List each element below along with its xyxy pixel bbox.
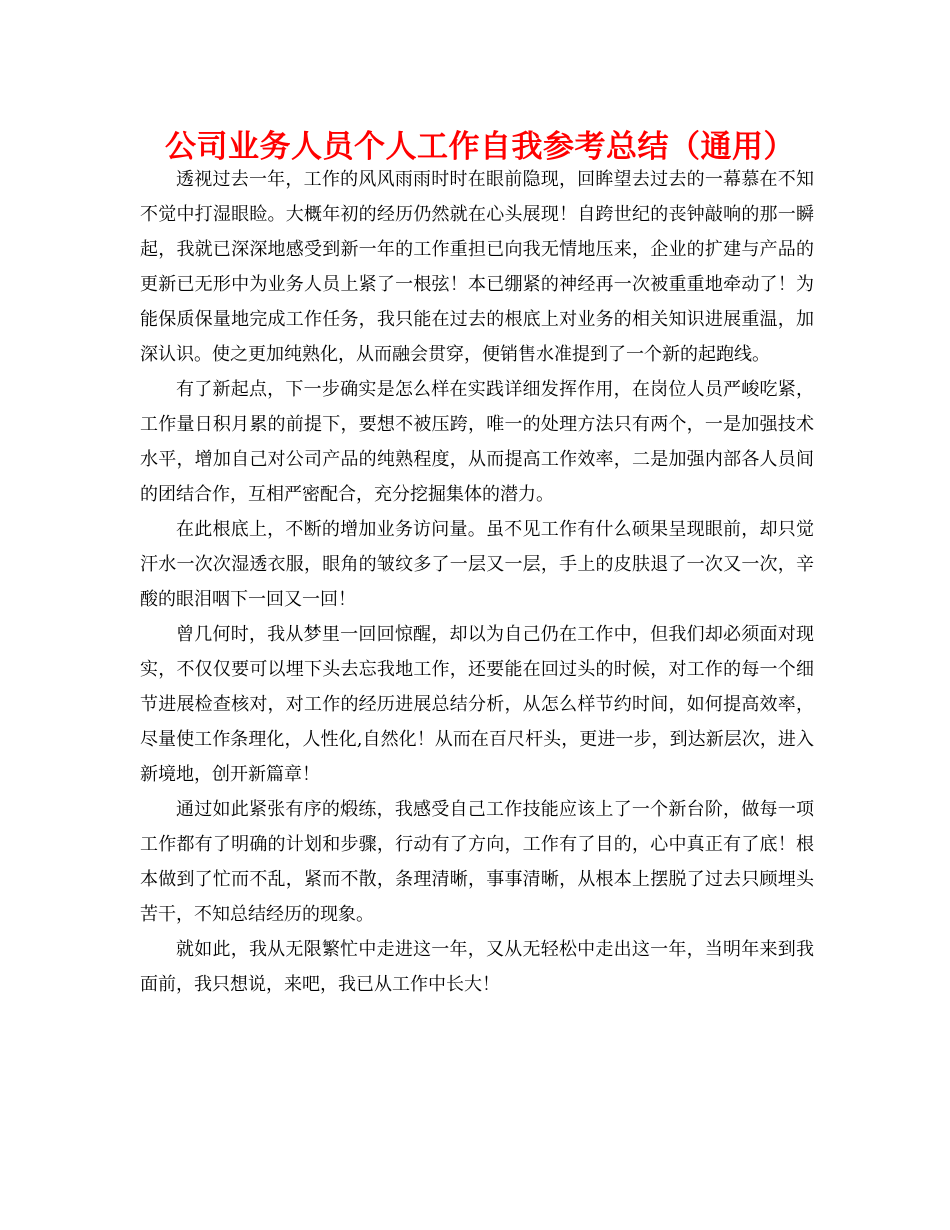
paragraph-2: 有了新起点，下一步确实是怎么样在实践详细发挥作用，在岗位人员严峻吃紧，工作量日积月累的前提下，要想不被压跨，唯一的处理方法只有两个，一是加强技术水平，增加自己对公司产品的纯熟程度，从而提高工作效率，二是加强内部各人员间的团结合作，互相严密配合，充分挖掘集体的潜力。	[140, 379, 814, 505]
paragraph-6: 就如此，我从无限繁忙中走进这一年，又从无轻松中走出这一年，当明年来到我面前，我只想说，来吧，我已从工作中长大！	[140, 939, 814, 995]
paragraph-4: 曾几何时，我从梦里一回回惊醒，却以为自己仍在工作中，但我们却必须面对现实，不仅仅要可以埋下头去忘我地工作，还要能在回过头的时候，对工作的每一个细节进展检查核对，对工作的经历进展总结分析，从怎么样节约时间，如何提高效率，尽量使工作条理化，人性化,自然化！从而在百尺杆头，更进一步，到达新层次，进入新境地，创开新篇章！	[140, 624, 814, 785]
document-body	[140, 162, 814, 1002]
document-title: 公司业务人员个人工作自我参考总结（通用）	[165, 129, 795, 165]
paragraph-3: 在此根底上，不断的增加业务访问量。虽不见工作有什么硕果呈现眼前，却只觉汗水一次次湿透衣服，眼角的皱纹多了一层又一层，手上的皮肤退了一次又一次，辛酸的眼泪咽下一回又一回！	[140, 519, 814, 610]
paragraph-1: 透视过去一年，工作的风风雨雨时时在眼前隐现，回眸望去过去的一幕慕在不知不觉中打湿眼睑。大概年初的经历仍然就在心头展现！自跨世纪的丧钟敲响的那一瞬起，我就已深深地感受到新一年的工作重担已向我无情地压来，企业的扩建与产品的更新已无形中为业务人员上紧了一根弦！本已绷紧的神经再一次被重重地牵动了！为能保质保量地完成工作任务，我只能在过去的根底上对业务的相关知识进展重温，加深认识。使之更加纯熟化，从而融会贯穿，便销售水准提到了一个新的起跑线。	[140, 169, 814, 365]
paragraph-5: 通过如此紧张有序的煅练，我感受自己工作技能应该上了一个新台阶，做每一项工作都有了明确的计划和步骤，行动有了方向，工作有了目的，心中真正有了底！根本做到了忙而不乱，紧而不散，条理清晰，事事清晰，从根本上摆脱了过去只顾埋头苦干，不知总结经历的现象。	[140, 799, 814, 925]
